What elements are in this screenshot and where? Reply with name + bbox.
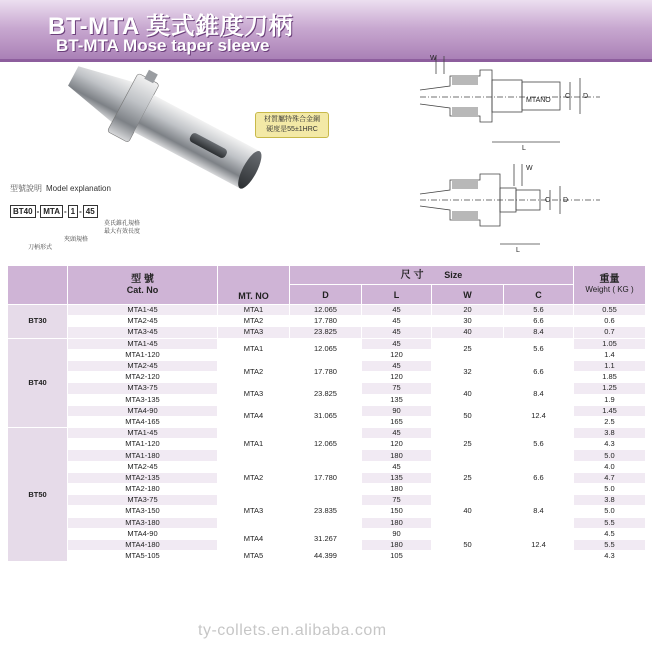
- series-cell: BT40: [8, 338, 68, 428]
- l-cell: 45: [362, 327, 432, 338]
- cat-no-cell: MTA2-180: [68, 484, 218, 495]
- d-cell: 31.267: [290, 528, 362, 550]
- cat-no-cell: MTA2-120: [68, 372, 218, 383]
- weight-cell: 4.0: [574, 461, 646, 472]
- title-english: BT-MTA Mose taper sleeve: [56, 36, 270, 55]
- table-row: [8, 428, 646, 439]
- table-row: [8, 405, 646, 416]
- l-cell: 180: [362, 539, 432, 550]
- weight-cell: 2.5: [574, 416, 646, 427]
- weight-cell: 4.5: [574, 528, 646, 539]
- d-cell: 12.065: [290, 305, 362, 316]
- c-cell: 8.4: [504, 495, 574, 529]
- l-cell: 180: [362, 517, 432, 528]
- product-illustration: [40, 60, 280, 200]
- d-cell: 12.065: [290, 338, 362, 360]
- weight-cell: 3.8: [574, 495, 646, 506]
- mt-no-cell: MTA1: [218, 305, 290, 316]
- c-cell: 8.4: [504, 383, 574, 405]
- mt-no-cell: MTA2: [218, 316, 290, 327]
- header-weight: 重量 Weight ( KG ): [574, 266, 646, 305]
- c-cell: 12.4: [504, 528, 574, 562]
- table-row: [8, 338, 646, 349]
- mt-no-cell: MTA2: [218, 360, 290, 382]
- series-cell: BT30: [8, 305, 68, 339]
- code-shank: BT40: [10, 205, 36, 218]
- l-cell: 165: [362, 416, 432, 427]
- d-cell: 17.780: [290, 316, 362, 327]
- l-cell: 45: [362, 316, 432, 327]
- cat-no-cell: MTA1-120: [68, 439, 218, 450]
- note-length: 最大有效長度: [104, 229, 141, 235]
- cat-no-cell: MTA2-45: [68, 461, 218, 472]
- d-cell: 17.780: [290, 461, 362, 495]
- cat-no-cell: MTA2-45: [68, 316, 218, 327]
- mt-no-cell: MTA1: [218, 428, 290, 462]
- l-cell: 45: [362, 305, 432, 316]
- header-cat-no: 型 號 Cat. No: [68, 266, 218, 305]
- header-series: [8, 266, 68, 305]
- technical-drawing-top: [410, 50, 605, 155]
- label-d-bottom: D: [563, 197, 569, 204]
- w-cell: 32: [432, 360, 504, 382]
- weight-cell: 5.5: [574, 517, 646, 528]
- table-row: [8, 495, 646, 506]
- l-cell: 90: [362, 405, 432, 416]
- l-cell: 45: [362, 428, 432, 439]
- table-row: [8, 528, 646, 539]
- l-cell: 120: [362, 349, 432, 360]
- weight-cell: 0.6: [574, 316, 646, 327]
- cat-no-cell: MTA3-180: [68, 517, 218, 528]
- l-cell: 75: [362, 495, 432, 506]
- c-cell: 5.6: [504, 428, 574, 462]
- label-c: C: [565, 93, 571, 100]
- cat-no-cell: MTA3-75: [68, 495, 218, 506]
- w-cell: 40: [432, 383, 504, 405]
- d-cell: 23.825: [290, 383, 362, 405]
- w-cell: 20: [432, 305, 504, 316]
- weight-cell: 4.7: [574, 472, 646, 483]
- code-length: 45: [83, 205, 98, 218]
- w-cell: 25: [432, 338, 504, 360]
- cat-no-cell: MTA1-180: [68, 450, 218, 461]
- header-mt-no: MT. NO: [218, 266, 290, 305]
- code-taper: 1: [68, 205, 78, 218]
- cat-no-cell: MTA1-45: [68, 305, 218, 316]
- title-chinese: BT-MTA 莫式錐度刀柄: [48, 13, 294, 40]
- note-shank: 刀柄形式: [28, 245, 53, 251]
- mt-no-cell: MTA3: [218, 495, 290, 529]
- weight-cell: 0.55: [574, 305, 646, 316]
- model-explanation-heading: 型號說明 Model explanation: [10, 184, 111, 193]
- w-cell: 25: [432, 461, 504, 495]
- l-cell: 90: [362, 528, 432, 539]
- table-row: [8, 316, 646, 327]
- w-cell: 40: [432, 495, 504, 529]
- d-cell: 44.399: [290, 551, 362, 562]
- label-mta: MTANO: [526, 97, 551, 104]
- weight-cell: 5.0: [574, 484, 646, 495]
- weight-cell: 1.4: [574, 349, 646, 360]
- w-cell: 25: [432, 428, 504, 462]
- c-cell: 12.4: [504, 405, 574, 427]
- cat-no-cell: MTA4-90: [68, 528, 218, 539]
- d-cell: 23.825: [290, 327, 362, 338]
- d-cell: 23.835: [290, 495, 362, 529]
- label-l: L: [522, 145, 526, 152]
- weight-cell: 1.25: [574, 383, 646, 394]
- header-d: D: [290, 285, 362, 305]
- label-w: W: [430, 55, 437, 62]
- cat-no-cell: MTA1-45: [68, 338, 218, 349]
- table-row: [8, 461, 646, 472]
- weight-cell: 5.0: [574, 506, 646, 517]
- label-c-bottom: C: [545, 197, 551, 204]
- cat-no-cell: MTA2-45: [68, 360, 218, 371]
- table-row: [8, 360, 646, 371]
- table-row: [8, 305, 646, 316]
- mt-no-cell: MTA5: [218, 551, 290, 562]
- l-cell: 120: [362, 439, 432, 450]
- cat-no-cell: MTA1-45: [68, 428, 218, 439]
- mt-no-cell: MTA3: [218, 327, 290, 338]
- w-cell: 50: [432, 528, 504, 562]
- spec-table: [7, 265, 646, 562]
- cat-no-cell: MTA3-135: [68, 394, 218, 405]
- cat-no-cell: MTA3-150: [68, 506, 218, 517]
- l-cell: 105: [362, 551, 432, 562]
- material-callout: 材質屬特殊合金鋼 硬度是55±1HRC: [255, 112, 329, 138]
- header-size: 尺 寸 Size: [290, 266, 574, 285]
- l-cell: 120: [362, 372, 432, 383]
- c-cell: 6.6: [504, 360, 574, 382]
- header-l: L: [362, 285, 432, 305]
- w-cell: 40: [432, 327, 504, 338]
- weight-cell: 4.3: [574, 439, 646, 450]
- c-cell: 6.6: [504, 316, 574, 327]
- weight-cell: 1.85: [574, 372, 646, 383]
- weight-cell: 1.45: [574, 405, 646, 416]
- label-w-bottom: W: [526, 165, 533, 172]
- l-cell: 150: [362, 506, 432, 517]
- model-code-example: BT40 - MTA - 1 - 45: [10, 204, 98, 218]
- l-cell: 45: [362, 338, 432, 349]
- mt-no-cell: MTA3: [218, 383, 290, 405]
- d-cell: 31.065: [290, 405, 362, 427]
- l-cell: 45: [362, 461, 432, 472]
- c-cell: 8.4: [504, 327, 574, 338]
- d-cell: 12.065: [290, 428, 362, 462]
- weight-cell: 0.7: [574, 327, 646, 338]
- mt-no-cell: MTA4: [218, 528, 290, 550]
- note-series: 夾頭規格: [64, 237, 89, 243]
- table-row: [8, 383, 646, 394]
- cat-no-cell: MTA4-180: [68, 539, 218, 550]
- weight-cell: 3.8: [574, 428, 646, 439]
- label-l-bottom: L: [516, 247, 520, 254]
- header-c: C: [504, 285, 574, 305]
- l-cell: 75: [362, 383, 432, 394]
- l-cell: 135: [362, 472, 432, 483]
- table-row: [8, 327, 646, 338]
- mt-no-cell: MTA2: [218, 461, 290, 495]
- spec-table-body: [8, 305, 646, 562]
- cat-no-cell: MTA2-135: [68, 472, 218, 483]
- header-w: W: [432, 285, 504, 305]
- weight-cell: 1.05: [574, 338, 646, 349]
- cat-no-cell: MTA5-105: [68, 551, 218, 562]
- weight-cell: 1.1: [574, 360, 646, 371]
- c-cell: 5.6: [504, 305, 574, 316]
- weight-cell: 5.5: [574, 539, 646, 550]
- code-series: MTA: [40, 205, 63, 218]
- l-cell: 45: [362, 360, 432, 371]
- weight-cell: 5.0: [574, 450, 646, 461]
- c-cell: 6.6: [504, 461, 574, 495]
- d-cell: 17.780: [290, 360, 362, 382]
- label-d: D: [583, 93, 589, 100]
- w-cell: 30: [432, 316, 504, 327]
- mt-no-cell: MTA4: [218, 405, 290, 427]
- watermark: ty-collets.en.alibaba.com: [198, 622, 387, 639]
- cat-no-cell: MTA3-45: [68, 327, 218, 338]
- series-cell: BT50: [8, 428, 68, 562]
- l-cell: 180: [362, 450, 432, 461]
- cat-no-cell: MTA3-75: [68, 383, 218, 394]
- l-cell: 180: [362, 484, 432, 495]
- l-cell: 135: [362, 394, 432, 405]
- w-cell: 50: [432, 405, 504, 427]
- technical-drawing-bottom: [410, 160, 605, 255]
- weight-cell: 1.9: [574, 394, 646, 405]
- cat-no-cell: MTA1-120: [68, 349, 218, 360]
- note-taper: 莫氏錐孔規格: [104, 221, 141, 227]
- weight-cell: 4.3: [574, 551, 646, 562]
- cat-no-cell: MTA4-90: [68, 405, 218, 416]
- cat-no-cell: MTA4-165: [68, 416, 218, 427]
- mt-no-cell: MTA1: [218, 338, 290, 360]
- c-cell: 5.6: [504, 338, 574, 360]
